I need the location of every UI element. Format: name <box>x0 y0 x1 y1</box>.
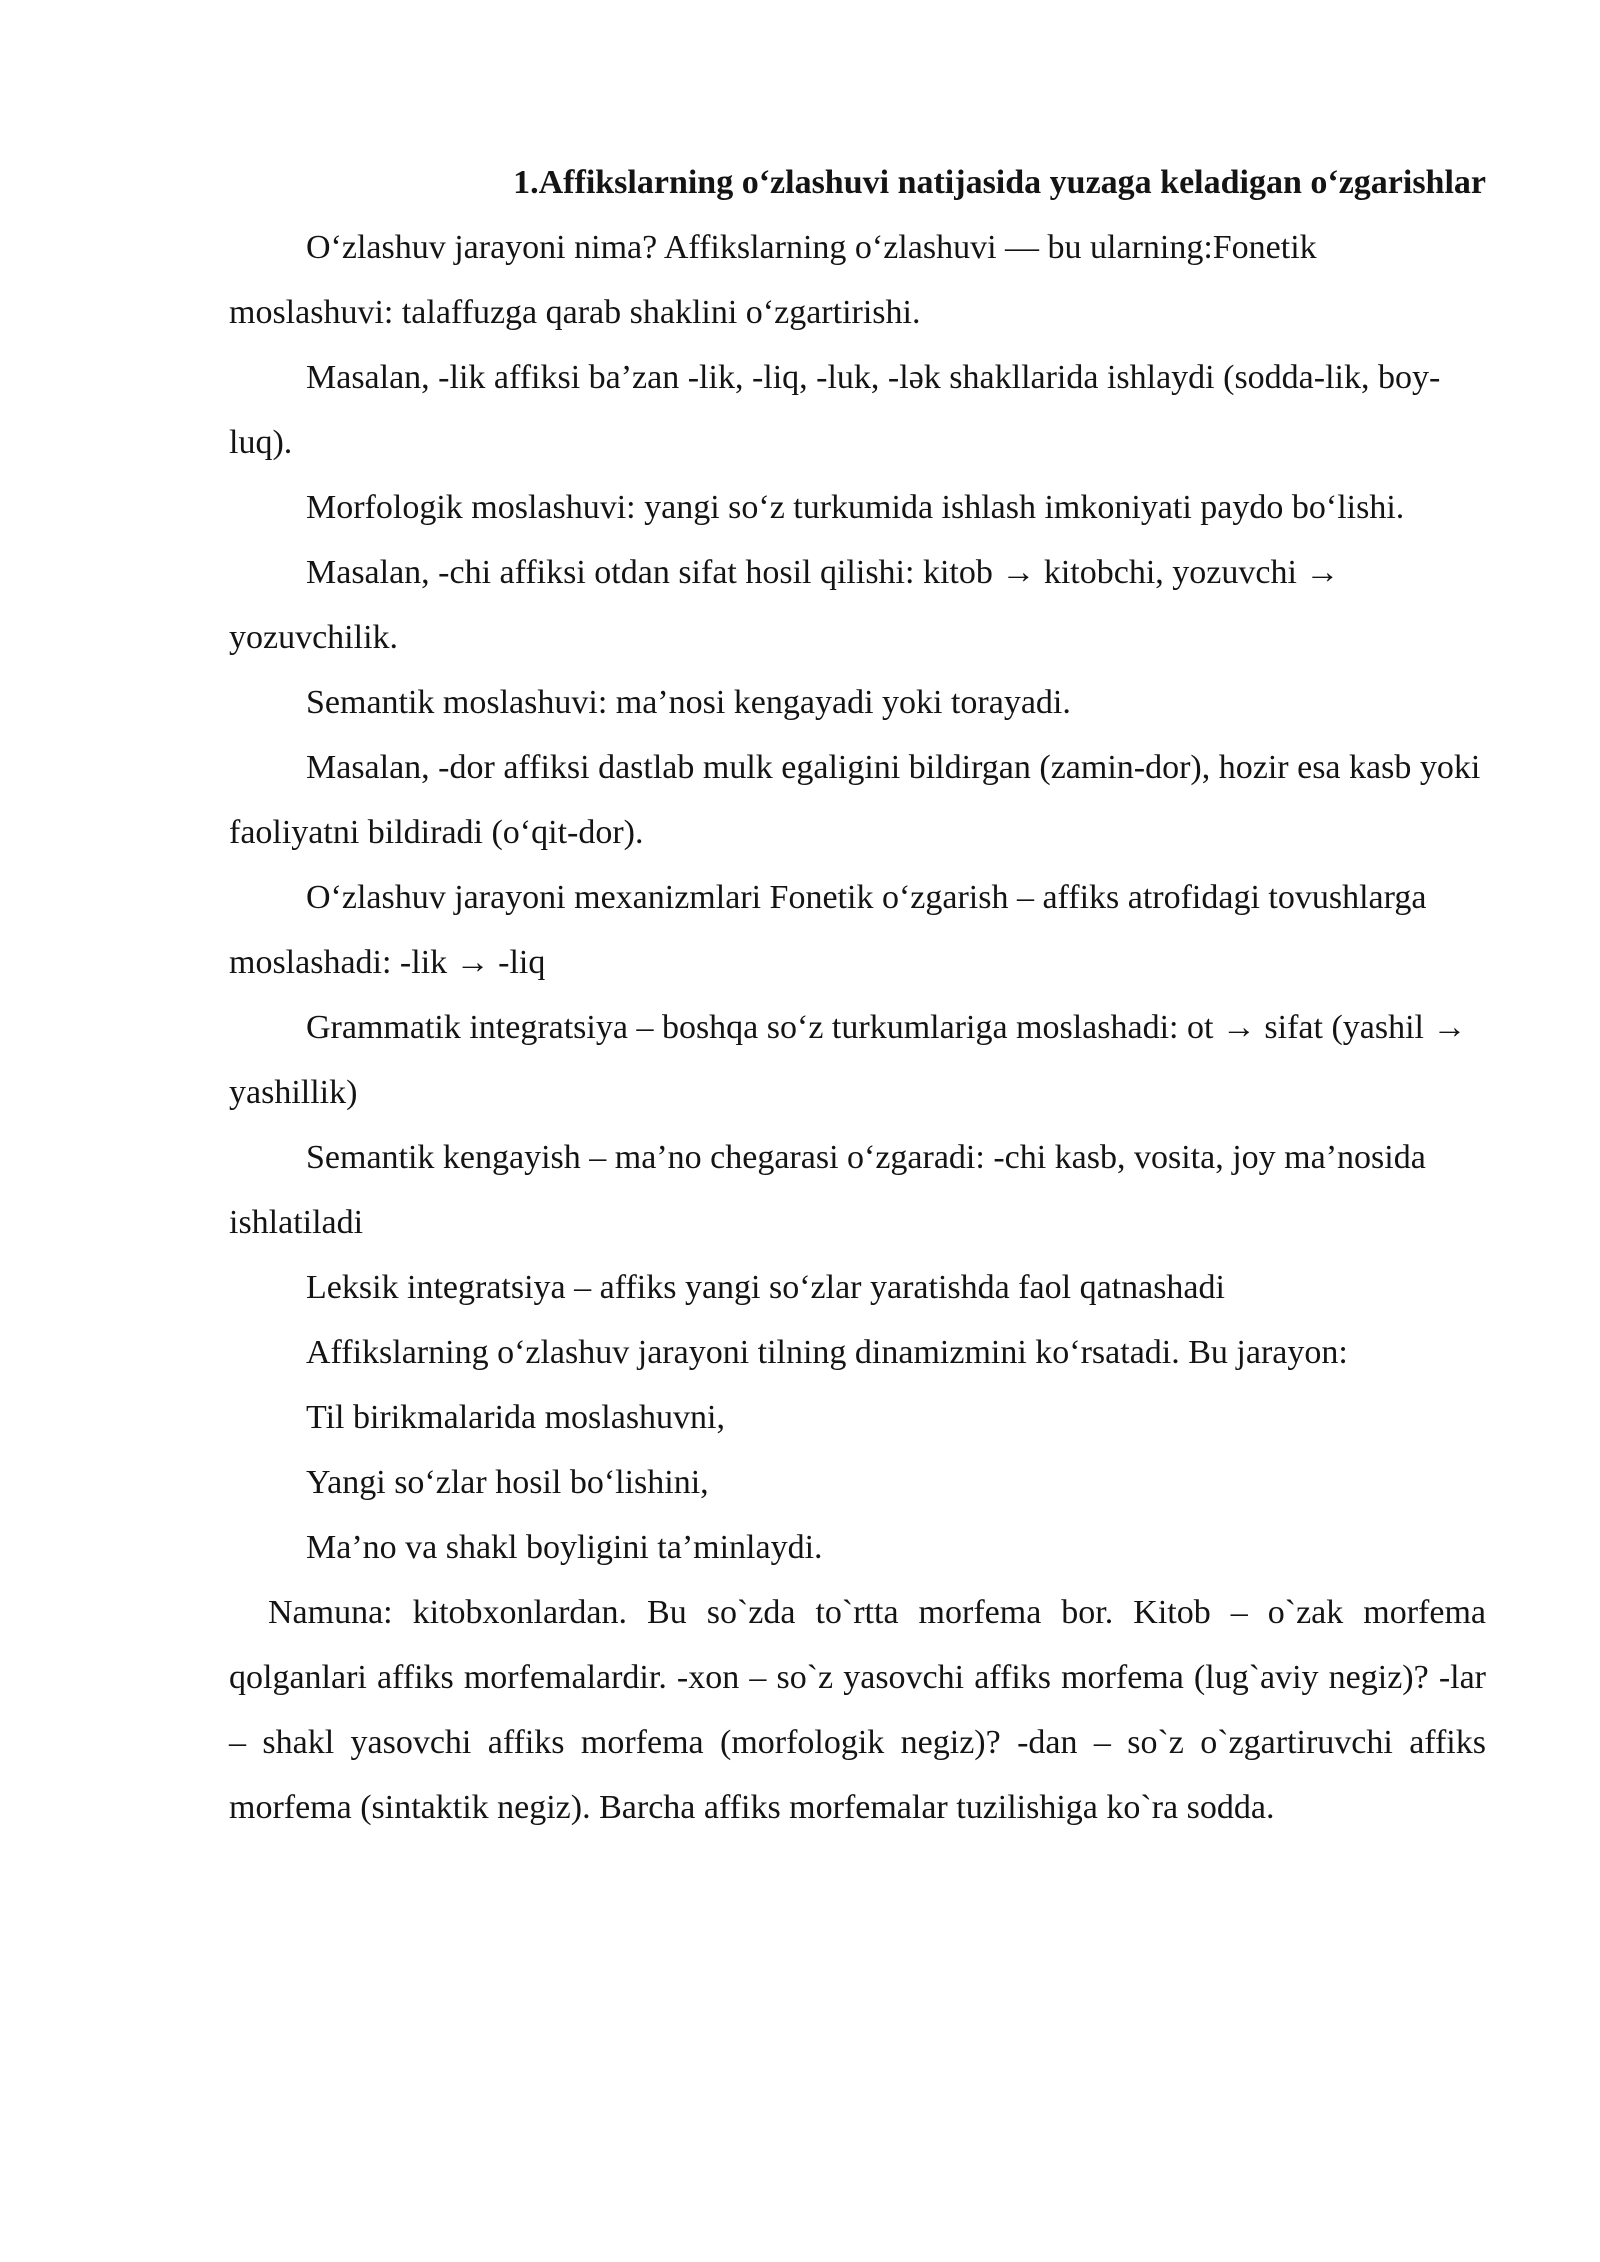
paragraph-8: Grammatik integratsiya – boshqa so‘z turkumlariga moslashadi: ot → sifat (yashil → yashillik) <box>229 1009 1467 1111</box>
paragraph-11: Affikslarning o‘zlashuv jarayoni tilning dinamizmini ko‘rsatadi. Bu jarayon: <box>306 1334 1348 1371</box>
paragraph-5: Semantik moslashuvi: ma’nosi kengayadi yoki torayadi. <box>306 684 1071 721</box>
example-paragraph: Namuna: kitobxonlardan. Bu so`zda to`rtta morfema bor. Kitob – o`zak morfema qolganlari affiks morfemalardir. -xon – so`z yasovchi affiks morfema (lug`aviy negiz)? -lar – shakl yasovchi affiks morfema (morfologik negiz)? -dan – so`z o`zgartiruvchi affiks morfema (sintaktik negiz). Barcha affiks morfemalar tuzilishiga ko`ra sodda. <box>229 1594 1486 1826</box>
document-body <box>229 150 1486 1840</box>
paragraph-10: Leksik integratsiya – affiks yangi so‘zlar yaratishda faol qatnashadi <box>306 1269 1225 1306</box>
paragraph-6: Masalan, -dor affiksi dastlab mulk egaligini bildirgan (zamin-dor), hozir esa kasb yoki faoliyatni bildiradi (o‘qit-dor). <box>229 749 1481 851</box>
paragraph-2: Masalan, -lik affiksi ba’zan -lik, -liq, -luk, -lək shakllarida ishlaydi (sodda-lik, boy-luq). <box>229 359 1441 461</box>
paragraph-4: Masalan, -chi affiksi otdan sifat hosil qilishi: kitob → kitobchi, yozuvchi → yozuvchilik. <box>229 554 1340 656</box>
paragraph-12: Til birikmalarida moslashuvni, <box>306 1399 726 1436</box>
paragraph-13: Yangi so‘zlar hosil bo‘lishini, <box>306 1464 709 1501</box>
paragraph-3: Morfologik moslashuvi: yangi so‘z turkumida ishlash imkoniyati paydo bo‘lishi. <box>306 489 1405 526</box>
paragraph-1: O‘zlashuv jarayoni nima? Affikslarning o‘zlashuvi — bu ularning:Fonetik moslashuvi: talaffuzga qarab shaklini o‘zgartirishi. <box>229 229 1317 331</box>
document-title: 1.Affikslarning o‘zlashuvi natijasida yuzaga keladigan o‘zgarishlar <box>513 164 1486 201</box>
paragraph-9: Semantik kengayish – ma’no chegarasi o‘zgaradi: -chi kasb, vosita, joy ma’nosida ishlatiladi <box>229 1139 1426 1241</box>
paragraph-14: Ma’no va shakl boyligini ta’minlaydi. <box>306 1529 823 1566</box>
paragraph-7: O‘zlashuv jarayoni mexanizmlari Fonetik o‘zgarish – affiks atrofidagi tovushlarga moslashadi: -lik → -liq <box>229 879 1427 981</box>
